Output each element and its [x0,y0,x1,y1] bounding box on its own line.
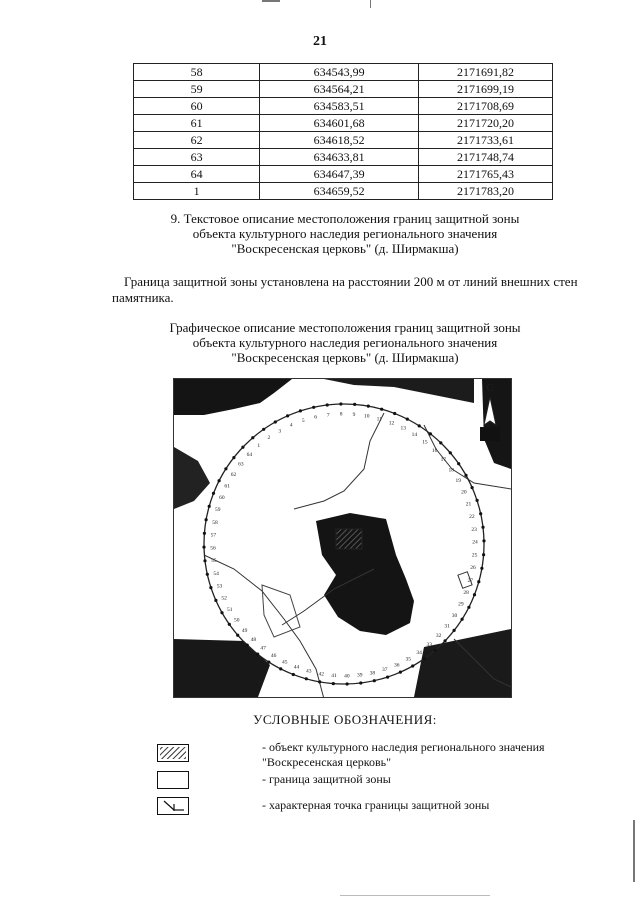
x-coordinate-cell: 634618,52 [260,132,419,149]
boundary-point-label: 46 [270,653,277,659]
boundary-point-label: 54 [213,570,219,577]
boundary-point-label: 9 [352,411,356,418]
boundary-point-label: 23 [471,526,477,533]
boundary-point [236,634,239,637]
point-number-cell: 62 [134,132,260,149]
boundary-point-label: 58 [212,519,218,526]
boundary-point [205,518,208,521]
boundary-point-label: 48 [250,637,257,644]
boundary-point-label: 2 [267,435,271,442]
boundary-point [479,512,482,515]
boundary-point-label: 22 [469,514,475,521]
boundary-point [434,649,437,652]
road-line [294,413,384,509]
boundary-point-label: 10 [363,413,370,420]
boundary-point [256,653,259,656]
boundary-point-label: 17 [440,457,447,464]
boundary-point-label: 7 [326,412,330,419]
boundary-point-label: 5 [301,418,305,424]
table-row [134,132,553,149]
boundary-point-label: 18 [448,467,455,474]
boundary-point [203,532,206,535]
boundary-point [241,446,244,449]
legend-title: УСЛОВНЫЕ ОБОЗНАЧЕНИЯ: [253,712,437,727]
x-coordinate-cell: 634659,52 [260,183,419,200]
table-row [134,166,553,183]
boundary-point-label: 28 [463,590,469,596]
boundary-point-label: 1 [257,443,261,450]
boundary-point [393,412,396,415]
boundary-point-symbol [158,798,188,814]
boundary-point-label: 12 [388,420,395,427]
table-row [134,115,553,132]
boundary-point-label: 27 [467,577,473,584]
boundary-point [305,677,308,680]
legend-label-point: - характерная точка границы защитной зоны [262,798,490,812]
boundary-point [224,467,227,470]
coordinates-table [133,63,553,200]
table-row [134,64,553,81]
boundary-point-label: 45 [282,659,288,666]
point-number-cell: 64 [134,166,260,183]
boundary-point-label: 49 [241,627,248,634]
boundary-point [251,436,254,439]
protection-zone-map [173,378,512,698]
boundary-point-label: 61 [224,483,230,490]
boundary-point [457,462,460,465]
boundary-point [318,680,321,683]
boundary-point [208,505,211,508]
boundary-point [429,432,432,435]
boundary-point-label: 63 [238,461,244,468]
boundary-point-label: 4 [289,422,293,429]
boundary-point [220,611,223,614]
boundary-point [411,664,414,667]
hatched-rect-icon [157,744,189,762]
boundary-point [353,403,356,406]
boundary-point [214,599,217,602]
boundary-point [482,539,485,542]
boundary-point [274,420,277,423]
coordinates-table-body [134,64,553,200]
x-coordinate-cell: 634633,81 [260,149,419,166]
y-coordinate-cell: 2171699,19 [419,81,553,98]
boundary-point [439,441,442,444]
boundary-point-label: 33 [426,641,433,648]
boundary-point [292,673,295,676]
boundary-point-label: 50 [233,617,240,624]
dark-area-bottom-right [414,629,511,697]
church-object [336,529,362,549]
graphic-description-title [0,320,640,365]
scale-mark [480,427,500,441]
boundary-point [444,639,447,642]
page-number: 21 [313,34,327,49]
boundary-point-label: 20 [461,489,467,496]
scan-artifact [340,895,490,896]
boundary-point [262,428,265,431]
x-coordinate-cell: 634647,39 [260,166,419,183]
boundary-point [267,661,270,664]
boundary-point-label: 44 [293,664,300,671]
boundary-point [246,644,249,647]
boundary-point-label: 19 [455,478,461,485]
dark-area-top [174,379,292,415]
boundary-point [453,629,456,632]
y-coordinate-cell: 2171783,20 [419,183,553,200]
boundary-point [461,618,464,621]
graphic-description-title-line: Графическое описание местоположения границ защитной зоны [169,320,521,335]
boundary-point-label: 55 [211,558,217,565]
boundary-point [218,479,221,482]
boundary-point-label: 41 [331,673,337,680]
point-number-cell: 1 [134,183,260,200]
boundary-point-label: 39 [356,672,363,679]
scan-artifact [262,0,280,2]
boundary-point [449,451,452,454]
table-row [134,183,553,200]
boundary-point [286,414,289,417]
boundary-point-label: 8 [339,411,343,418]
boundary-point-label: 16 [431,447,438,454]
boundary-point-label: 14 [411,432,418,438]
boundary-point [228,623,231,626]
point-number-cell: 63 [134,149,260,166]
table-row [134,81,553,98]
boundary-point-label: 24 [472,539,478,546]
boundary-point [482,553,485,556]
boundary-point [399,671,402,674]
scan-artifact [633,820,635,882]
point-number-cell: 61 [134,115,260,132]
boundary-point [203,559,206,562]
boundary-point-label: 21 [465,501,472,508]
boundary-point [279,667,282,670]
boundary-point [209,586,212,589]
boundary-point-label: 47 [260,645,266,652]
boundary-point-label: 56 [210,545,216,552]
boundary-point-label: 26 [470,565,476,572]
graphic-description-title-line: объекта культурного наследия регионального значения [192,335,498,350]
boundary-point [464,474,467,477]
boundary-point [339,402,342,405]
boundary-point-label: 53 [216,583,223,590]
boundary-point [471,486,474,489]
boundary-point [480,567,483,570]
boundary-description: Граница защитной зоны установлена на расстоянии 200 м от линий внешних стен памятника. [112,274,578,305]
y-coordinate-cell: 2171748,74 [419,149,553,166]
boundary-point [406,418,409,421]
boundary-point-label: 35 [405,656,412,663]
boundary-point [418,424,421,427]
boundary-point-label: 40 [344,673,350,680]
boundary-point-label: 34 [416,649,422,656]
boundary-point [332,682,335,685]
boundary-point-label: 57 [210,532,217,539]
boundary-point-label: 29 [458,601,464,608]
boundary-point [473,593,476,596]
graphic-description-title-line: "Воскресенская церковь" (д. Ширмакша) [231,350,459,365]
boundary-point-label: 6 [314,414,317,421]
point-number-cell: 58 [134,64,260,81]
dark-area-left [174,447,210,509]
boundary-point-label: 59 [215,507,221,514]
boundary-point-label: 42 [318,671,325,678]
boundary-point [232,456,235,459]
point-number-cell: 59 [134,81,260,98]
boundary-point-label: 15 [422,439,428,446]
boundary-point-label: 31 [444,623,450,630]
table-row [134,98,553,115]
boundary-point-label: 51 [227,606,233,613]
text-description-title-line: "Воскресенская церковь" (д. Ширмакша) [231,241,459,256]
boundary-point-label: 13 [400,425,406,432]
boundary-point [326,403,329,406]
boundary-point [212,492,215,495]
boundary-point [359,681,362,684]
scan-artifact [370,0,371,8]
y-coordinate-cell: 2171733,61 [419,132,553,149]
y-coordinate-cell: 2171691,82 [419,64,553,81]
boundary-point [477,580,480,583]
boundary-point-label: 3 [278,428,282,435]
hatched-rect-symbol [158,745,188,761]
boundary-point [380,408,383,411]
boundary-point-label: 60 [219,495,225,501]
boundary-point-label: 52 [221,595,227,602]
boundary-point [206,573,209,576]
map-canvas [174,379,511,697]
boundary-point-label: 11 [376,416,382,423]
x-coordinate-cell: 634583,51 [260,98,419,115]
boundary-point-label: 64 [246,451,253,458]
boundary-point [476,499,479,502]
y-coordinate-cell: 2171708,69 [419,98,553,115]
legend-label-object: - объект культурного наследия регионального значения "Воскресенская церковь" [262,740,545,769]
boundary-point-icon [157,797,189,815]
boundary-point [312,406,315,409]
north-label: С [486,383,494,394]
dark-area-top-right [324,379,474,403]
boundary-point [299,409,302,412]
text-description-title [0,211,640,256]
boundary-point [202,546,205,549]
legend-label-boundary: - граница защитной зоны [262,772,391,786]
boundary-point-label: 32 [435,633,442,640]
boundary-point [467,606,470,609]
text-description-title-line: объекта культурного наследия регионального значения [192,226,498,241]
x-coordinate-cell: 634564,21 [260,81,419,98]
boundary-point-label: 62 [230,472,237,479]
boundary-point [423,657,426,660]
boundary-point-label: 30 [451,612,458,619]
x-coordinate-cell: 634543,99 [260,64,419,81]
boundary-point-label: 37 [382,667,388,673]
table-row [134,149,553,166]
empty-rect-icon [157,771,189,789]
point-number-cell: 60 [134,98,260,115]
boundary-point [386,676,389,679]
y-coordinate-cell: 2171720,20 [419,115,553,132]
boundary-point [481,526,484,529]
boundary-point-label: 43 [305,668,312,675]
y-coordinate-cell: 2171765,43 [419,166,553,183]
dark-area-bottom-left [174,639,270,697]
boundary-point-label: 36 [394,662,400,669]
boundary-point-label: 25 [471,552,478,559]
boundary-point [346,682,349,685]
boundary-point [367,405,370,408]
text-description-title-line: 9. Текстовое описание местоположения границ защитной зоны [170,211,520,226]
x-coordinate-cell: 634601,68 [260,115,419,132]
parcel-line [262,585,300,637]
boundary-point [373,679,376,682]
boundary-point-label: 38 [369,670,376,677]
